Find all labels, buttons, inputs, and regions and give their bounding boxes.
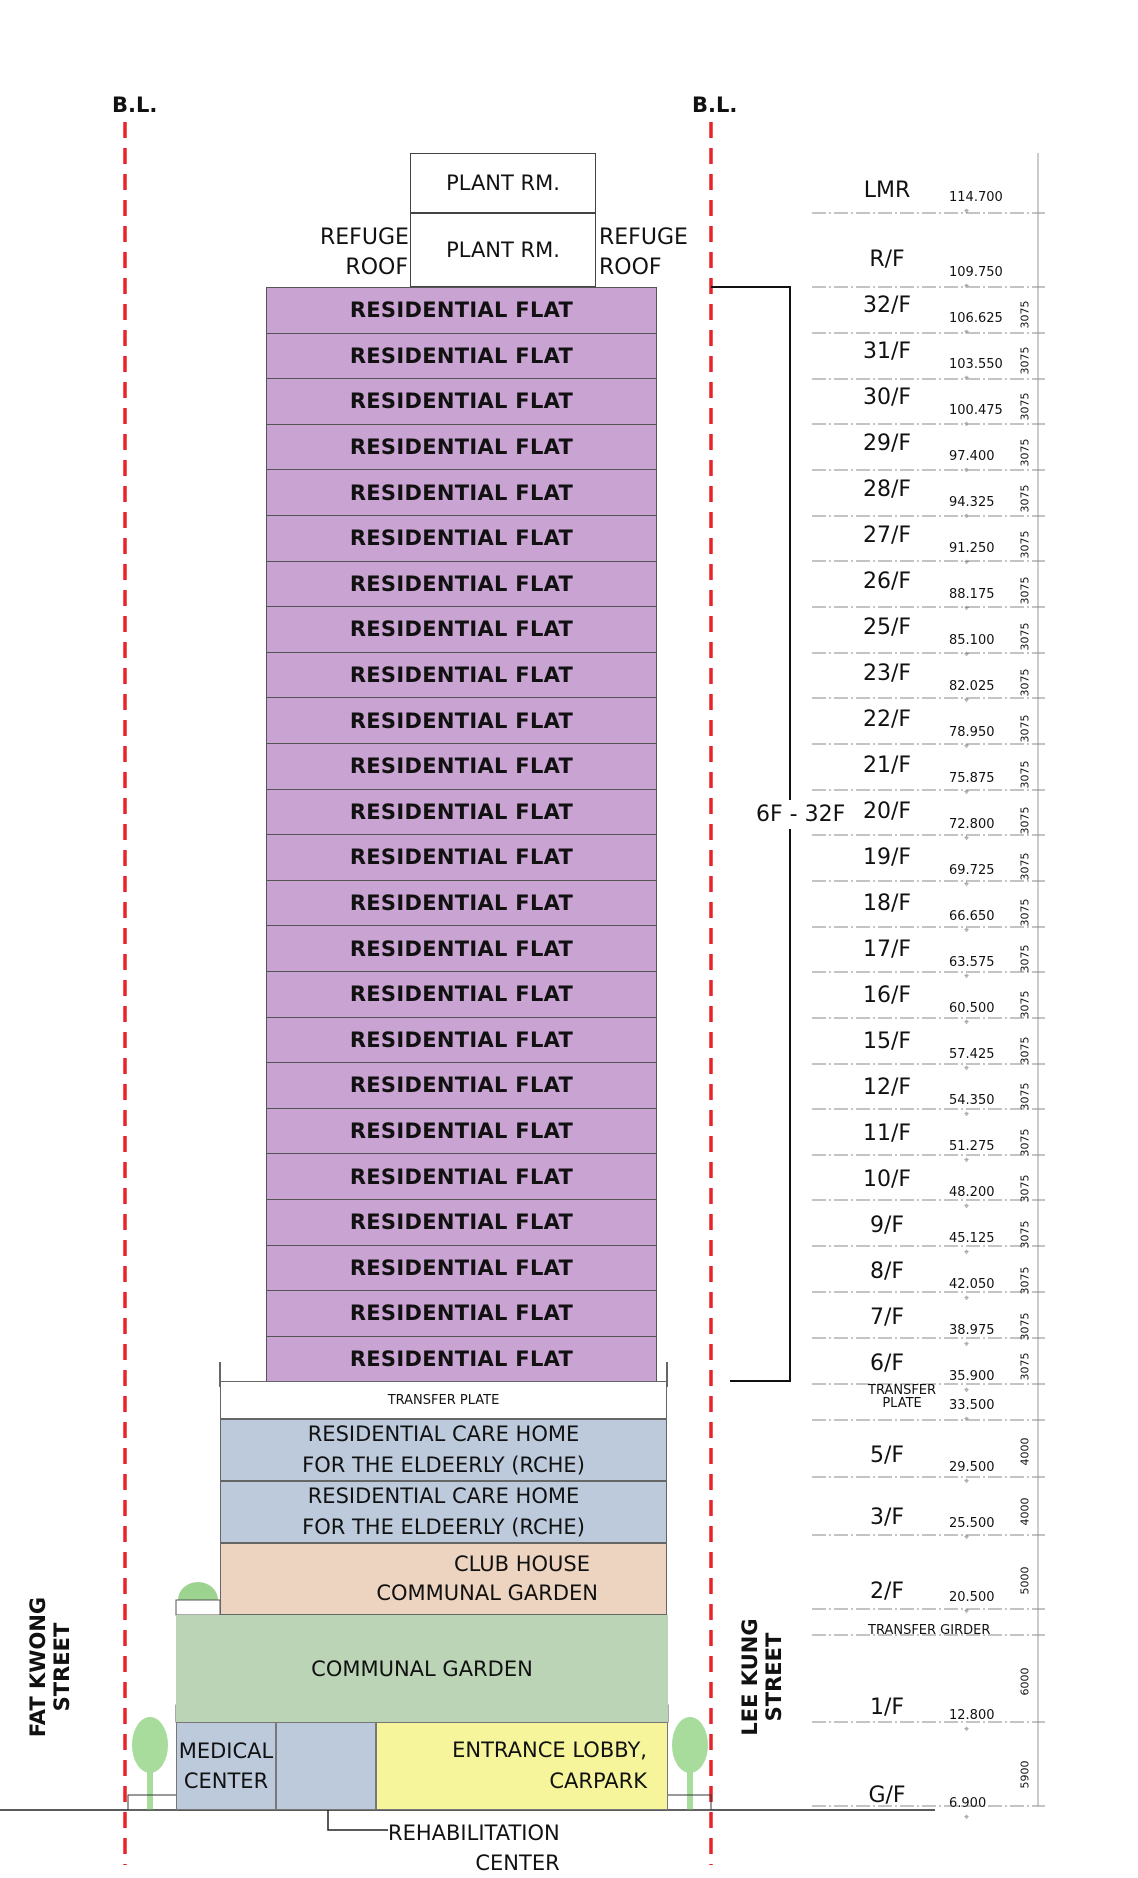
level-label: 26/F [862, 569, 912, 594]
elevation-marker-icon: ⌖ [964, 558, 970, 568]
transfer-plate: TRANSFER PLATE [220, 1381, 667, 1419]
level-label: 7/F [869, 1305, 905, 1330]
level-label: 18/F [862, 891, 912, 916]
elevation-marker-icon: ⌖ [964, 972, 970, 982]
elevation-value: 66.650 [949, 909, 995, 924]
floor-height-dimension: 6000 [1018, 1667, 1032, 1696]
floor-height-dimension: 4000 [1018, 1497, 1032, 1526]
level-label: TRANSFER PLATE [868, 1383, 937, 1411]
medical-line-2: CENTER [183, 1769, 269, 1793]
elevation-value: 29.500 [949, 1460, 995, 1475]
residential-flat-floor: RESIDENTIAL FLAT [266, 515, 657, 562]
elevation-marker-icon: ⌖ [964, 1110, 970, 1120]
club-line-1: CLUB HOUSE [453, 1552, 590, 1576]
floor-height-dimension: 3075 [1018, 1266, 1032, 1295]
elevation-marker-icon: ⌖ [964, 1813, 970, 1823]
level-label: 17/F [862, 937, 912, 962]
level-label: 20/F [862, 799, 912, 824]
level-label: 8/F [869, 1259, 905, 1284]
residential-flat-floor: RESIDENTIAL FLAT [266, 652, 657, 699]
elevation-marker-icon: ⌖ [964, 696, 970, 706]
elevation-value: 20.500 [949, 1590, 995, 1605]
floor-height-dimension: 3075 [1018, 530, 1032, 559]
level-label: LMR [863, 178, 911, 203]
floor-height-dimension: 3075 [1018, 1128, 1032, 1157]
level-label: 3/F [869, 1505, 905, 1530]
floor-height-dimension: 3075 [1018, 484, 1032, 513]
elevation-marker-icon: ⌖ [964, 1725, 970, 1735]
elevation-value: 33.500 [949, 1398, 995, 1413]
floor-height-dimension: 3075 [1018, 806, 1032, 835]
elevation-value: 103.550 [949, 357, 1003, 372]
level-label: 22/F [862, 707, 912, 732]
rehabilitation-label [388, 1818, 560, 1878]
elevation-marker-icon: ⌖ [964, 1018, 970, 1028]
floor-height-dimension: 3075 [1018, 1082, 1032, 1111]
residential-flat-floor: RESIDENTIAL FLAT [266, 789, 657, 836]
elevation-value: 106.625 [949, 311, 1003, 326]
level-label: 23/F [862, 661, 912, 686]
elevation-marker-icon: ⌖ [964, 466, 970, 476]
elevation-value: 72.800 [949, 817, 995, 832]
residential-flat-floor: RESIDENTIAL FLAT [266, 1199, 657, 1246]
elevation-marker-icon: ⌖ [964, 926, 970, 936]
floor-height-dimension: 3075 [1018, 852, 1032, 881]
elevation-value: 63.575 [949, 955, 995, 970]
lobby-line-2: CARPARK [549, 1769, 647, 1793]
level-label: 9/F [869, 1213, 905, 1238]
residential-flat-floor: RESIDENTIAL FLAT [266, 606, 657, 653]
elevation-value: 114.700 [949, 190, 1003, 205]
elevation-value: 109.750 [949, 265, 1003, 280]
level-label: 29/F [862, 431, 912, 456]
elevation-marker-icon: ⌖ [964, 1477, 970, 1487]
elevation-marker-icon: ⌖ [964, 328, 970, 338]
residential-flat-floor: RESIDENTIAL FLAT [266, 561, 657, 608]
residential-flat-floor: RESIDENTIAL FLAT [266, 1062, 657, 1109]
elevation-marker-icon: ⌖ [964, 1294, 970, 1304]
elevation-marker-icon: ⌖ [964, 207, 970, 217]
plant-room-upper: PLANT RM. [410, 153, 596, 213]
elevation-marker-icon: ⌖ [964, 1607, 970, 1617]
floor-height-dimension: 4000 [1018, 1437, 1032, 1466]
range-label: 6F - 32F [752, 800, 849, 829]
elevation-marker-icon: ⌖ [964, 880, 970, 890]
elevation-marker-icon: ⌖ [964, 1064, 970, 1074]
residential-flat-floor: RESIDENTIAL FLAT [266, 378, 657, 425]
level-label: 25/F [862, 615, 912, 640]
rehab-line-2: CENTER [475, 1851, 560, 1875]
rehabilitation-center-box [276, 1722, 376, 1810]
floor-height-dimension: 3075 [1018, 438, 1032, 467]
residential-flat-floor: RESIDENTIAL FLAT [266, 1108, 657, 1155]
elevation-value: 57.425 [949, 1047, 995, 1062]
elevation-marker-icon: ⌖ [964, 1415, 970, 1425]
elevation-marker-icon: ⌖ [964, 1386, 970, 1396]
elevation-marker-icon: ⌖ [964, 1156, 970, 1166]
elevation-marker-icon: ⌖ [964, 788, 970, 798]
elevation-value: 35.900 [949, 1369, 995, 1384]
residential-flat-floor: RESIDENTIAL FLAT [266, 697, 657, 744]
lobby-line-1: ENTRANCE LOBBY, [452, 1738, 647, 1762]
floor-height-dimension: 3075 [1018, 990, 1032, 1019]
medical-line-1: MEDICAL [178, 1739, 274, 1763]
range-bracket [711, 287, 790, 1381]
residential-flat-floor: RESIDENTIAL FLAT [266, 880, 657, 927]
level-label: 10/F [862, 1167, 912, 1192]
elevation-value: 91.250 [949, 541, 995, 556]
rche-line-1: RESIDENTIAL CARE HOME [307, 1484, 580, 1508]
plant-room-lower: PLANT RM. [410, 213, 596, 287]
elevation-value: 6.900 [949, 1796, 987, 1811]
residential-flat-floor: RESIDENTIAL FLAT [266, 1336, 657, 1383]
rche-line-2: FOR THE ELDEERLY (RCHE) [302, 1453, 585, 1477]
elevation-value: 38.975 [949, 1323, 995, 1338]
rche-line-1: RESIDENTIAL CARE HOME [307, 1422, 580, 1446]
elevation-value: 42.050 [949, 1277, 995, 1292]
building-line-label-right: B.L. [692, 93, 738, 117]
elevation-marker-icon: ⌖ [964, 420, 970, 430]
elevation-marker-icon: ⌖ [964, 650, 970, 660]
elevation-value: 54.350 [949, 1093, 995, 1108]
level-label: 11/F [862, 1121, 912, 1146]
elevation-value: 100.475 [949, 403, 1003, 418]
elevation-marker-icon: ⌖ [964, 742, 970, 752]
floor-height-dimension: 3075 [1018, 944, 1032, 973]
residential-flat-floor: RESIDENTIAL FLAT [266, 925, 657, 972]
elevation-value: 78.950 [949, 725, 995, 740]
elevation-value: 51.275 [949, 1139, 995, 1154]
elevation-marker-icon: ⌖ [964, 1533, 970, 1543]
level-label: 2/F [869, 1579, 905, 1604]
floor-height-dimension: 3075 [1018, 714, 1032, 743]
residential-flat-floor: RESIDENTIAL FLAT [266, 1153, 657, 1200]
street-fat-kwong: FAT KWONG STREET [26, 1596, 74, 1738]
elevation-marker-icon: ⌖ [964, 1202, 970, 1212]
elevation-value: 82.025 [949, 679, 995, 694]
floor-height-dimension: 3075 [1018, 760, 1032, 789]
elevation-value: 75.875 [949, 771, 995, 786]
floor-height-dimension: 3075 [1018, 576, 1032, 605]
communal-garden: COMMUNAL GARDEN [176, 1615, 668, 1722]
elevation-value: 45.125 [949, 1231, 995, 1246]
club-line-2: COMMUNAL GARDEN [376, 1581, 598, 1605]
elevation-marker-icon: ⌖ [964, 604, 970, 614]
level-label: 1/F [869, 1695, 905, 1720]
floor-height-dimension: 5000 [1018, 1566, 1032, 1595]
elevation-marker-icon: ⌖ [964, 834, 970, 844]
floor-height-dimension: 3075 [1018, 346, 1032, 375]
level-label: 19/F [862, 845, 912, 870]
level-label: 5/F [869, 1443, 905, 1468]
level-label: 15/F [862, 1029, 912, 1054]
club-house [220, 1543, 667, 1615]
level-label: 28/F [862, 477, 912, 502]
residential-flat-floor: RESIDENTIAL FLAT [266, 1290, 657, 1337]
elevation-marker-icon: ⌖ [964, 512, 970, 522]
floor-height-dimension: 3075 [1018, 622, 1032, 651]
elevation-marker-icon: ⌖ [964, 1248, 970, 1258]
rche-line-2: FOR THE ELDEERLY (RCHE) [302, 1515, 585, 1539]
level-label: 27/F [862, 523, 912, 548]
level-label: R/F [869, 247, 905, 272]
floor-height-dimension: 3075 [1018, 668, 1032, 697]
residential-flat-floor: RESIDENTIAL FLAT [266, 1245, 657, 1292]
elevation-value: 88.175 [949, 587, 995, 602]
level-label: 31/F [862, 339, 912, 364]
rche-floor-3 [220, 1481, 667, 1543]
elevation-value: 69.725 [949, 863, 995, 878]
residential-flat-floor: RESIDENTIAL FLAT [266, 469, 657, 516]
rche-floor-5 [220, 1419, 667, 1481]
elevation-value: 48.200 [949, 1185, 995, 1200]
elevation-value: 12.800 [949, 1708, 995, 1723]
level-label: 6/F [869, 1351, 905, 1376]
medical-center [176, 1722, 276, 1810]
level-label: 32/F [862, 293, 912, 318]
residential-flat-floor: RESIDENTIAL FLAT [266, 743, 657, 790]
elevation-value: 94.325 [949, 495, 995, 510]
residential-flat-floor: RESIDENTIAL FLAT [266, 1017, 657, 1064]
residential-flat-floor: RESIDENTIAL FLAT [266, 971, 657, 1018]
level-label: 30/F [862, 385, 912, 410]
residential-flat-floor: RESIDENTIAL FLAT [266, 834, 657, 881]
street-lee-kung: LEE KUNG STREET [738, 1618, 786, 1736]
elevation-value: 85.100 [949, 633, 995, 648]
floor-height-dimension: 3075 [1018, 300, 1032, 329]
floor-height-dimension: 3075 [1018, 1174, 1032, 1203]
elevation-value: 25.500 [949, 1516, 995, 1531]
level-label: 21/F [862, 753, 912, 778]
building-line-label-left: B.L. [112, 93, 158, 117]
residential-flat-floor: RESIDENTIAL FLAT [266, 333, 657, 380]
entrance-lobby [376, 1722, 668, 1810]
elevation-value: 60.500 [949, 1001, 995, 1016]
floor-height-dimension: 3075 [1018, 1312, 1032, 1341]
level-label: 12/F [862, 1075, 912, 1100]
level-label: TRANSFER GIRDER [868, 1623, 991, 1638]
floor-height-dimension: 3075 [1018, 392, 1032, 421]
elevation-marker-icon: ⌖ [964, 282, 970, 292]
elevation-marker-icon: ⌖ [964, 374, 970, 384]
residential-flat-floor: RESIDENTIAL FLAT [266, 287, 657, 334]
refuge-roof-left: REFUGE ROOF [320, 225, 409, 280]
refuge-roof-right: REFUGE ROOF [599, 225, 688, 280]
rehab-line-1: REHABILITATION [388, 1821, 560, 1845]
level-label: G/F [868, 1783, 906, 1808]
floor-height-dimension: 3075 [1018, 1220, 1032, 1249]
residential-flat-floor: RESIDENTIAL FLAT [266, 424, 657, 471]
elevation-value: 97.400 [949, 449, 995, 464]
floor-height-dimension: 3075 [1018, 898, 1032, 927]
floor-height-dimension: 3075 [1018, 1352, 1032, 1381]
floor-height-dimension: 5900 [1018, 1760, 1032, 1789]
level-label: 16/F [862, 983, 912, 1008]
floor-height-dimension: 3075 [1018, 1036, 1032, 1065]
elevation-marker-icon: ⌖ [964, 1340, 970, 1350]
